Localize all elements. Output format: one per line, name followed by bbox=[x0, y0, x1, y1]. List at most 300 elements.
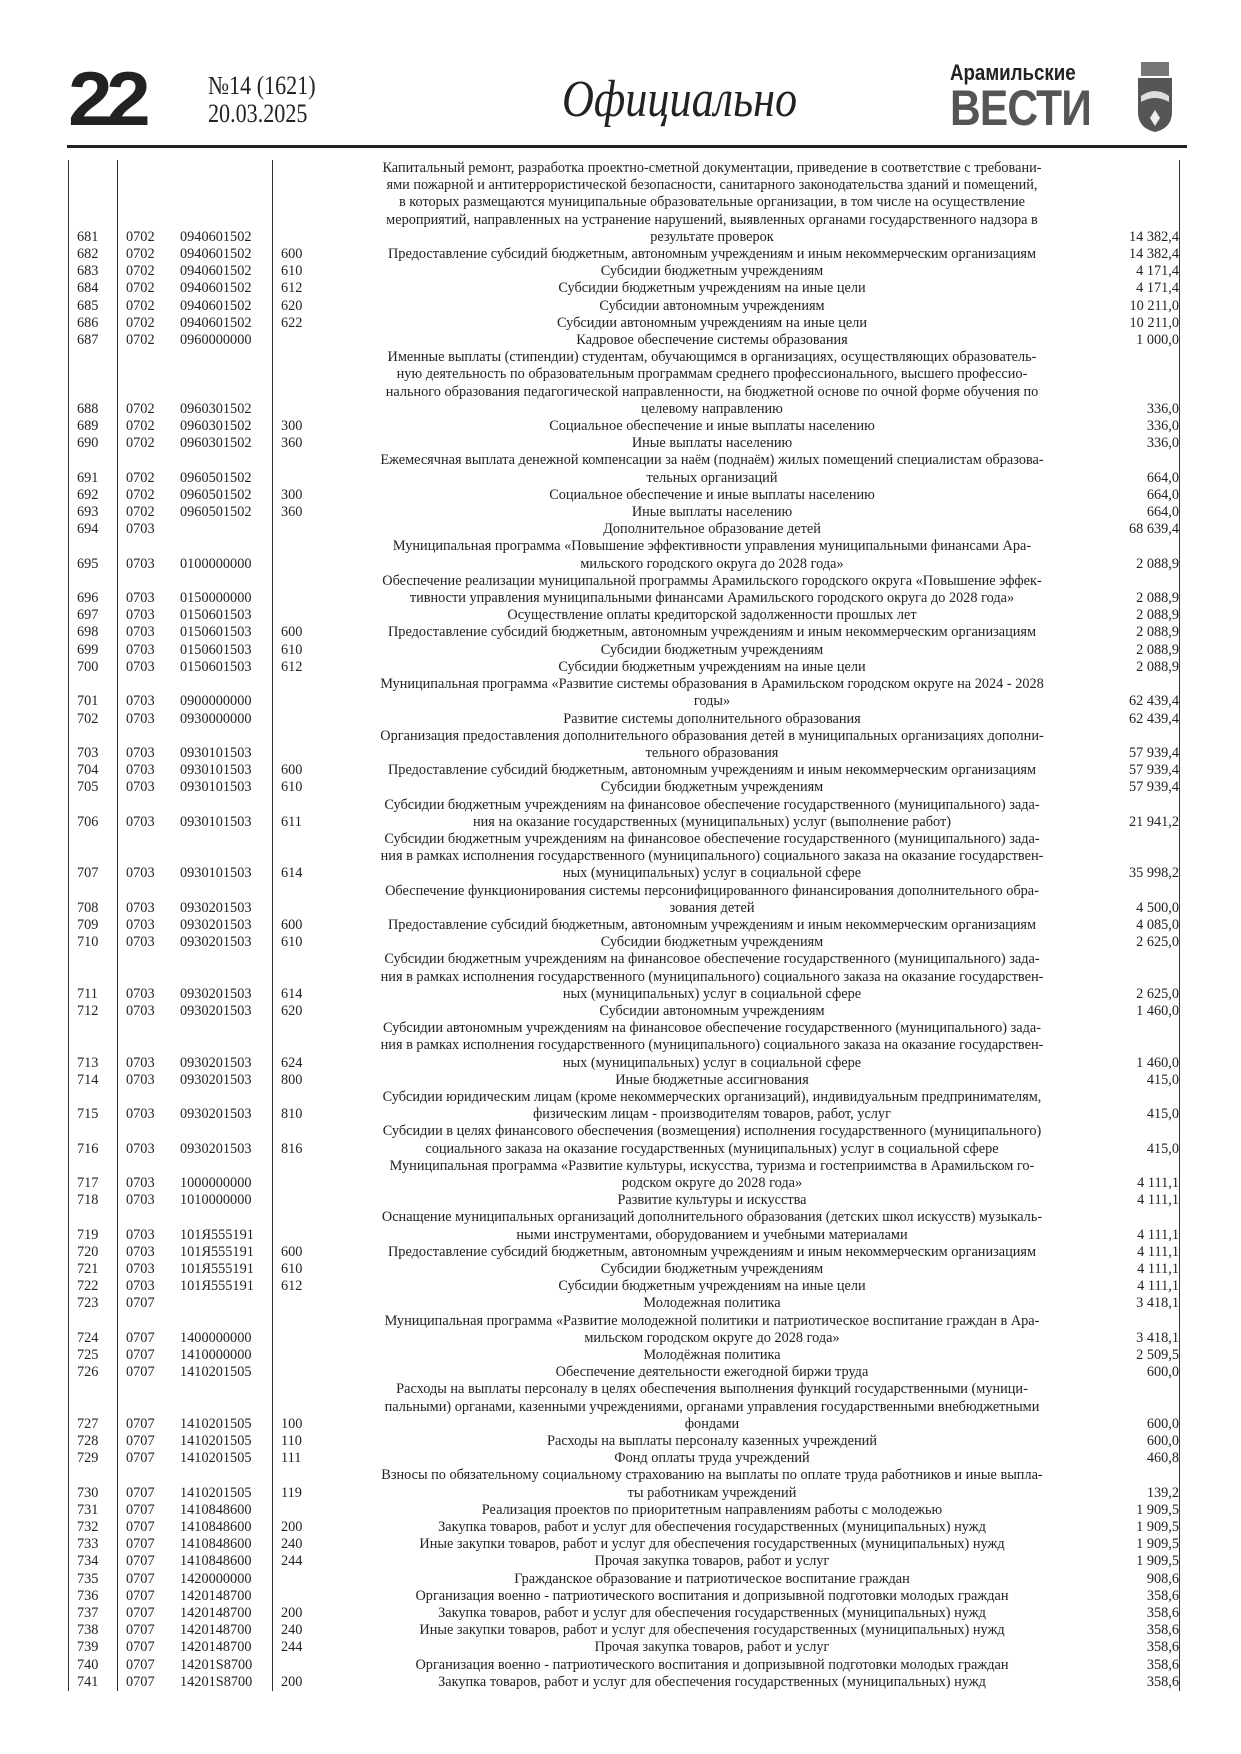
section-code: 0703 bbox=[126, 1278, 155, 1295]
row-amount: 4 111,1 bbox=[1109, 1158, 1180, 1192]
target-article-code: 0930101503 bbox=[180, 831, 273, 883]
row-description: Субсидии бюджетным учреждениям на финансовое обеспечение государственного (муниципального) зада- ния в рамках исполнения государственного (муниципального) социального заказа на оказание государствен- ных (муниципальных) услуг в социальной сфере bbox=[380, 830, 1044, 882]
row-description: Субсидии в целях финансового обеспечения (возмещения) исполнения государственного (муниципального) социального заказа на оказание государственных (муниципальных) услуг в социальной сфере bbox=[382, 1123, 1042, 1157]
expense-type-code: 200 bbox=[281, 1673, 303, 1690]
section-code: 0707 bbox=[126, 1415, 155, 1432]
section-code: 0703 bbox=[126, 985, 155, 1002]
table-row bbox=[69, 1020, 1180, 1072]
expense-type-code bbox=[273, 160, 316, 246]
row-amount: 358,6 bbox=[1109, 1588, 1180, 1605]
row-amount: 4 111,1 bbox=[1109, 1209, 1180, 1243]
table-row bbox=[69, 624, 1180, 641]
expense-type-code: 300 bbox=[281, 486, 303, 503]
target-article-code: 0150601503 bbox=[180, 642, 273, 659]
section-code: 0702 bbox=[126, 246, 155, 263]
row-description: Капитальный ремонт, разработка проектно-сметной документации, приведение в соответствие с требовани- ями пожарной и антитеррористической безопасности, санитарного законодательства зданий и помещений, в которых размещаются муниципальные образовательные организации, в том числе на осуществление мероприятий, направленных на устранение нарушений, выявленных органами государственного надзора в результате проверок bbox=[382, 160, 1042, 245]
expense-type-code bbox=[273, 1588, 316, 1605]
expense-type-code: 111 bbox=[281, 1450, 302, 1467]
table-row bbox=[69, 1364, 1180, 1381]
table-row bbox=[69, 934, 1180, 951]
section-code: 0702 bbox=[126, 280, 155, 297]
section-code: 0703 bbox=[126, 607, 155, 624]
row-description: Иные выплаты населению bbox=[631, 435, 793, 452]
issue-date: 20.03.2025 bbox=[208, 99, 308, 128]
target-article-code: 1420148700 bbox=[180, 1605, 273, 1622]
expense-type-code: 620 bbox=[281, 297, 303, 314]
newspaper-logo bbox=[950, 60, 1116, 136]
section-code: 0702 bbox=[126, 486, 155, 503]
section-code: 0703 bbox=[126, 1140, 155, 1157]
section-code: 0707 bbox=[126, 1536, 155, 1553]
row-amount: 57 939,4 bbox=[1109, 779, 1180, 796]
row-number: 723 bbox=[69, 1295, 118, 1312]
section-code: 0703 bbox=[126, 1002, 155, 1019]
row-description: Именные выплаты (стипендии) студентам, обучающимся в организациях, осуществляющих образователь- ную деятельность по образовательным программам среднего профессионального, высшего профессио- нального образования педагогической направленности, на бюджетной основе по очной форме обучения по целевому направлению bbox=[385, 349, 1039, 417]
table-row bbox=[69, 762, 1180, 779]
row-description: Муниципальная программа «Развитие культуры, искусства, туризма и гостеприимства в Арамильском го- родском округе до 2028 года» bbox=[389, 1157, 1035, 1191]
target-article-code: 0100000000 bbox=[180, 538, 273, 572]
section-code: 0702 bbox=[126, 418, 155, 435]
row-amount: 10 211,0 bbox=[1109, 298, 1180, 315]
row-description: Оснащение муниципальных организаций дополнительного образования (детских школ искусств) музыкаль- ными инструментами, оборудованием и учебными материалами bbox=[381, 1209, 1043, 1243]
row-amount: 4 171,4 bbox=[1109, 280, 1180, 297]
table-row bbox=[69, 246, 1180, 263]
section-code: 0703 bbox=[126, 916, 155, 933]
budget-table bbox=[68, 160, 1180, 1691]
target-article-code: 0940601502 bbox=[180, 160, 273, 246]
row-description: Субсидии бюджетным учреждениям bbox=[600, 779, 824, 796]
row-number: 682 bbox=[69, 246, 118, 263]
row-number: 710 bbox=[69, 934, 118, 951]
table-row bbox=[69, 607, 1180, 624]
expense-type-code: 360 bbox=[281, 435, 303, 452]
row-number: 711 bbox=[69, 951, 118, 1003]
header-rule bbox=[67, 145, 1187, 148]
row-description: Субсидии автономным учреждениям на финансовое обеспечение государственного (муниципального) зада- ния в рамках исполнения государственного (муниципального) социального заказа на оказание государствен- ных (муниципальных) услуг в социальной сфере bbox=[380, 1020, 1044, 1071]
row-amount: 358,6 bbox=[1109, 1674, 1180, 1691]
row-description: Кадровое обеспечение системы образования bbox=[576, 332, 848, 349]
row-amount: 336,0 bbox=[1109, 435, 1180, 452]
expense-type-code: 600 bbox=[281, 246, 303, 263]
section-code: 0703 bbox=[126, 590, 155, 607]
section-code: 0703 bbox=[126, 1106, 155, 1123]
expense-type-code bbox=[273, 349, 316, 418]
target-article-code: 1410848600 bbox=[180, 1536, 273, 1553]
section-code: 0703 bbox=[126, 1071, 155, 1088]
section-code: 0703 bbox=[126, 521, 155, 538]
row-amount: 57 939,4 bbox=[1109, 728, 1180, 762]
row-number: 721 bbox=[69, 1261, 118, 1278]
section-code: 0703 bbox=[126, 710, 155, 727]
target-article-code: 0960301502 bbox=[180, 349, 273, 418]
target-article-code: 1410201505 bbox=[180, 1433, 273, 1450]
expense-type-code: 240 bbox=[281, 1536, 303, 1553]
row-description: Закупка товаров, работ и услуг для обеспечения государственных (муниципальных) нужд bbox=[438, 1673, 986, 1690]
section-code: 0707 bbox=[126, 1639, 155, 1656]
expense-type-code: 200 bbox=[281, 1605, 303, 1622]
section-code: 0702 bbox=[126, 297, 155, 314]
row-amount: 14 382,4 bbox=[1109, 160, 1180, 246]
expense-type-code: 610 bbox=[281, 779, 303, 796]
table-row bbox=[69, 1605, 1180, 1622]
table-row bbox=[69, 1295, 1180, 1312]
row-description: Субсидии бюджетным учреждениям bbox=[600, 263, 824, 280]
row-number: 700 bbox=[69, 659, 118, 676]
table-row bbox=[69, 1519, 1180, 1536]
expense-type-code: 620 bbox=[281, 1002, 303, 1019]
section-code: 0703 bbox=[126, 1174, 155, 1191]
row-description: Фонд оплаты труда учреждений bbox=[614, 1450, 810, 1467]
row-amount: 2 088,9 bbox=[1109, 642, 1180, 659]
row-description: Развитие системы дополнительного образования bbox=[563, 710, 861, 727]
row-number: 734 bbox=[69, 1553, 118, 1570]
target-article-code: 1400000000 bbox=[180, 1313, 273, 1347]
table-row bbox=[69, 917, 1180, 934]
row-number: 720 bbox=[69, 1244, 118, 1261]
expense-type-code bbox=[273, 1657, 316, 1674]
table-row bbox=[69, 951, 1180, 1003]
table-row bbox=[69, 1209, 1180, 1243]
row-number: 728 bbox=[69, 1433, 118, 1450]
row-amount: 1 000,0 bbox=[1109, 332, 1180, 349]
expense-type-code bbox=[273, 1502, 316, 1519]
row-amount: 4 111,1 bbox=[1109, 1261, 1180, 1278]
row-description: Обеспечение функционирования системы персонифицированного финансирования дополнительного обра- зования детей bbox=[385, 882, 1039, 916]
row-number: 731 bbox=[69, 1502, 118, 1519]
target-article-code: 1410201505 bbox=[180, 1381, 273, 1433]
table-row bbox=[69, 435, 1180, 452]
expense-type-code bbox=[273, 728, 316, 762]
target-article-code: 101Я555191 bbox=[180, 1278, 273, 1295]
section-code: 0703 bbox=[126, 779, 155, 796]
expense-type-code bbox=[273, 1364, 316, 1381]
row-amount: 2 088,9 bbox=[1109, 624, 1180, 641]
row-amount: 68 639,4 bbox=[1109, 521, 1180, 538]
target-article-code bbox=[180, 1295, 273, 1312]
expense-type-code: 610 bbox=[281, 263, 303, 280]
row-description: Иные закупки товаров, работ и услуг для обеспечения государственных (муниципальных) нужд bbox=[419, 1536, 1005, 1553]
row-description: Осуществление оплаты кредиторской задолженности прошлых лет bbox=[507, 607, 917, 624]
section-code: 0707 bbox=[126, 1329, 155, 1346]
row-amount: 358,6 bbox=[1109, 1639, 1180, 1656]
row-amount: 664,0 bbox=[1109, 504, 1180, 521]
row-description: Организация предоставления дополнительного образования детей в муниципальных организациях дополни- тельного образования bbox=[380, 727, 1044, 761]
target-article-code: 0930201503 bbox=[180, 1072, 273, 1089]
row-amount: 1 909,5 bbox=[1109, 1536, 1180, 1553]
row-amount: 4 111,1 bbox=[1109, 1192, 1180, 1209]
section-code: 0707 bbox=[126, 1570, 155, 1587]
table-row bbox=[69, 1123, 1180, 1157]
section-code: 0707 bbox=[126, 1553, 155, 1570]
row-number: 692 bbox=[69, 487, 118, 504]
expense-type-code: 110 bbox=[281, 1433, 302, 1450]
row-amount: 21 941,2 bbox=[1109, 797, 1180, 831]
row-number: 736 bbox=[69, 1588, 118, 1605]
row-amount: 2 088,9 bbox=[1109, 659, 1180, 676]
row-amount: 415,0 bbox=[1109, 1123, 1180, 1157]
row-amount: 4 171,4 bbox=[1109, 263, 1180, 280]
expense-type-code bbox=[273, 521, 316, 538]
section-code: 0703 bbox=[126, 865, 155, 882]
row-number: 737 bbox=[69, 1605, 118, 1622]
section-code: 0707 bbox=[126, 1587, 155, 1604]
target-article-code: 0930201503 bbox=[180, 1003, 273, 1020]
row-description: Муниципальная программа «Развитие системы образования в Арамильском городском округе на 2024 - 2028 годы» bbox=[380, 676, 1044, 710]
table-row bbox=[69, 642, 1180, 659]
table-row bbox=[69, 1588, 1180, 1605]
expense-type-code: 810 bbox=[281, 1106, 303, 1123]
section-code: 0703 bbox=[126, 555, 155, 572]
row-number: 702 bbox=[69, 711, 118, 728]
row-amount: 2 509,5 bbox=[1109, 1347, 1180, 1364]
row-description: Субсидии бюджетным учреждениям на финансовое обеспечение государственного (муниципального) зада- ния на оказание государственных (муниципальных) услуг (выполнение работ) bbox=[384, 796, 1040, 830]
expense-type-code bbox=[273, 1209, 316, 1243]
expense-type-code: 612 bbox=[281, 280, 303, 297]
issue-info bbox=[208, 72, 316, 128]
section-code: 0703 bbox=[126, 1192, 155, 1209]
section-code: 0703 bbox=[126, 934, 155, 951]
target-article-code: 14201S8700 bbox=[180, 1657, 273, 1674]
row-amount: 139,2 bbox=[1109, 1467, 1180, 1501]
row-description: Субсидии бюджетным учреждениям на иные цели bbox=[558, 280, 866, 297]
row-description: Реализация проектов по приоритетным направлениям работы с молодежью bbox=[481, 1501, 943, 1518]
section-code: 0703 bbox=[126, 658, 155, 675]
section-title: Официально bbox=[562, 71, 798, 128]
target-article-code: 1410201505 bbox=[180, 1467, 273, 1501]
row-number: 689 bbox=[69, 418, 118, 435]
row-amount: 4 500,0 bbox=[1109, 883, 1180, 917]
row-amount: 1 460,0 bbox=[1109, 1020, 1180, 1072]
expense-type-code: 300 bbox=[281, 418, 303, 435]
expense-type-code: 624 bbox=[281, 1054, 303, 1071]
row-number: 687 bbox=[69, 332, 118, 349]
expense-type-code: 800 bbox=[281, 1071, 303, 1088]
row-amount: 14 382,4 bbox=[1109, 246, 1180, 263]
row-number: 716 bbox=[69, 1123, 118, 1157]
section-code: 0703 bbox=[126, 744, 155, 761]
expense-type-code bbox=[273, 676, 316, 710]
row-number: 726 bbox=[69, 1364, 118, 1381]
row-amount: 3 418,1 bbox=[1109, 1313, 1180, 1347]
issue-number: №14 (1621) bbox=[208, 71, 316, 100]
expense-type-code bbox=[273, 1571, 316, 1588]
row-description: Развитие культуры и искусства bbox=[617, 1192, 807, 1209]
row-description: Прочая закупка товаров, работ и услуг bbox=[594, 1553, 830, 1570]
table-row bbox=[69, 315, 1180, 332]
row-description: Иные выплаты населению bbox=[631, 504, 793, 521]
row-description: Субсидии бюджетным учреждениям bbox=[600, 934, 824, 951]
row-number: 707 bbox=[69, 831, 118, 883]
section-code: 0707 bbox=[126, 1656, 155, 1673]
expense-type-code: 600 bbox=[281, 624, 303, 641]
row-description: Субсидии бюджетным учреждениям на иные цели bbox=[558, 1278, 866, 1295]
table-row bbox=[69, 1553, 1180, 1570]
row-number: 684 bbox=[69, 280, 118, 297]
section-code: 0707 bbox=[126, 1347, 155, 1364]
section-code: 0702 bbox=[126, 435, 155, 452]
row-amount: 1 909,5 bbox=[1109, 1553, 1180, 1570]
expense-type-code: 614 bbox=[281, 985, 303, 1002]
row-description: Расходы на выплаты персоналу в целях обеспечения выполнения функций государственными (муници- пальными) органами, казенными учреждениями, органами управления государственными внебюджетными фондами bbox=[384, 1381, 1040, 1432]
section-code: 0703 bbox=[126, 1261, 155, 1277]
row-amount: 600,0 bbox=[1109, 1433, 1180, 1450]
row-amount: 664,0 bbox=[1109, 487, 1180, 504]
coat-of-arms-icon bbox=[1135, 60, 1175, 134]
row-amount: 10 211,0 bbox=[1109, 315, 1180, 332]
target-article-code: 0150601503 bbox=[180, 607, 273, 624]
table-row bbox=[69, 332, 1180, 349]
table-row bbox=[69, 573, 1180, 607]
table-row bbox=[69, 1244, 1180, 1261]
table-row bbox=[69, 728, 1180, 762]
row-number: 714 bbox=[69, 1072, 118, 1089]
row-number: 715 bbox=[69, 1089, 118, 1123]
table-row bbox=[69, 1003, 1180, 1020]
expense-type-code: 614 bbox=[281, 865, 303, 882]
target-article-code: 0960301502 bbox=[180, 418, 273, 435]
table-row bbox=[69, 1261, 1180, 1278]
row-description: Обеспечение реализации муниципальной программы Арамильского городского округа «Повышение эффек- тивности управления муниципальными финансами Арамильского городского округа до 2028 года» bbox=[382, 572, 1042, 607]
row-number: 730 bbox=[69, 1467, 118, 1501]
section-code: 0707 bbox=[126, 1295, 155, 1312]
table-row bbox=[69, 1433, 1180, 1450]
section-code: 0703 bbox=[126, 641, 155, 658]
table-row bbox=[69, 263, 1180, 280]
row-description: Закупка товаров, работ и услуг для обеспечения государственных (муниципальных) нужд bbox=[438, 1519, 986, 1536]
expense-type-code: 600 bbox=[281, 916, 303, 933]
row-description: Иные бюджетные ассигнования bbox=[615, 1071, 809, 1088]
row-number: 691 bbox=[69, 452, 118, 486]
row-amount: 415,0 bbox=[1109, 1089, 1180, 1123]
target-article-code: 0940601502 bbox=[180, 263, 273, 280]
row-number: 741 bbox=[69, 1674, 118, 1691]
table-row bbox=[69, 1158, 1180, 1192]
section-code: 0707 bbox=[126, 1501, 155, 1518]
table-row bbox=[69, 1639, 1180, 1656]
section-code: 0702 bbox=[126, 263, 155, 280]
row-amount: 2 625,0 bbox=[1109, 951, 1180, 1003]
row-amount: 62 439,4 bbox=[1109, 711, 1180, 728]
row-number: 705 bbox=[69, 779, 118, 796]
table-row bbox=[69, 1450, 1180, 1467]
section-code: 0703 bbox=[126, 899, 155, 916]
target-article-code bbox=[180, 521, 273, 538]
row-number: 740 bbox=[69, 1657, 118, 1674]
expense-type-code: 610 bbox=[281, 1261, 303, 1277]
target-article-code: 0930201503 bbox=[180, 917, 273, 934]
expense-type-code: 600 bbox=[281, 762, 303, 779]
row-amount: 1 460,0 bbox=[1109, 1003, 1180, 1020]
expense-type-code: 611 bbox=[281, 813, 302, 830]
target-article-code: 0960501502 bbox=[180, 452, 273, 486]
row-number: 683 bbox=[69, 263, 118, 280]
table-row bbox=[69, 452, 1180, 486]
expense-type-code: 610 bbox=[281, 934, 303, 951]
table-row bbox=[69, 1467, 1180, 1501]
target-article-code: 0930101503 bbox=[180, 762, 273, 779]
section-code: 0707 bbox=[126, 1364, 155, 1381]
target-article-code: 0930101503 bbox=[180, 779, 273, 796]
table-row bbox=[69, 160, 1180, 246]
table-row bbox=[69, 1192, 1180, 1209]
target-article-code: 1410848600 bbox=[180, 1519, 273, 1536]
row-number: 712 bbox=[69, 1003, 118, 1020]
row-amount: 358,6 bbox=[1109, 1622, 1180, 1639]
target-article-code: 0930201503 bbox=[180, 934, 273, 951]
expense-type-code: 240 bbox=[281, 1622, 303, 1639]
section-code: 0702 bbox=[126, 332, 155, 349]
row-description: Субсидии автономным учреждениям на иные цели bbox=[557, 314, 867, 331]
table-row bbox=[69, 418, 1180, 435]
row-number: 725 bbox=[69, 1347, 118, 1364]
section-code: 0702 bbox=[126, 228, 155, 245]
table-row bbox=[69, 711, 1180, 728]
row-amount: 908,6 bbox=[1109, 1571, 1180, 1588]
row-amount: 664,0 bbox=[1109, 452, 1180, 486]
expense-type-code bbox=[273, 883, 316, 917]
section-code: 0703 bbox=[126, 693, 155, 710]
table-row bbox=[69, 1278, 1180, 1295]
target-article-code: 0960501502 bbox=[180, 504, 273, 521]
row-amount: 336,0 bbox=[1109, 418, 1180, 435]
expense-type-code bbox=[273, 711, 316, 728]
table-row bbox=[69, 1622, 1180, 1639]
expense-type-code: 244 bbox=[281, 1553, 303, 1570]
row-description: Субсидии автономным учреждениям bbox=[599, 297, 825, 314]
expense-type-code bbox=[273, 538, 316, 572]
section-code: 0703 bbox=[126, 813, 155, 830]
row-description: Иные закупки товаров, работ и услуг для обеспечения государственных (муниципальных) нужд bbox=[419, 1622, 1005, 1639]
row-number: 733 bbox=[69, 1536, 118, 1553]
table-row bbox=[69, 1536, 1180, 1553]
row-number: 696 bbox=[69, 573, 118, 607]
section-code: 0703 bbox=[126, 624, 155, 641]
row-number: 694 bbox=[69, 521, 118, 538]
expense-type-code: 816 bbox=[281, 1140, 303, 1157]
row-description: Организация военно - патриотического воспитания и допризывной подготовки молодых граждан bbox=[415, 1656, 1009, 1673]
section-code: 0702 bbox=[126, 469, 155, 486]
expense-type-code: 200 bbox=[281, 1519, 303, 1536]
row-number: 727 bbox=[69, 1381, 118, 1433]
row-number: 693 bbox=[69, 504, 118, 521]
row-description: Организация военно - патриотического воспитания и допризывной подготовки молодых граждан bbox=[415, 1587, 1009, 1604]
row-description: Социальное обеспечение и иные выплаты населению bbox=[549, 418, 875, 435]
expense-type-code: 244 bbox=[281, 1639, 303, 1656]
target-article-code: 0960301502 bbox=[180, 435, 273, 452]
target-article-code: 1010000000 bbox=[180, 1192, 273, 1209]
target-article-code: 0930201503 bbox=[180, 1020, 273, 1072]
expense-type-code bbox=[273, 452, 316, 486]
expense-type-code: 119 bbox=[281, 1484, 302, 1501]
row-description: Прочая закупка товаров, работ и услуг bbox=[594, 1639, 830, 1656]
target-article-code: 1420148700 bbox=[180, 1639, 273, 1656]
row-amount: 2 088,9 bbox=[1109, 607, 1180, 624]
table-row bbox=[69, 1657, 1180, 1674]
table-row bbox=[69, 521, 1180, 538]
row-amount: 57 939,4 bbox=[1109, 762, 1180, 779]
target-article-code: 0150000000 bbox=[180, 573, 273, 607]
row-description: Молодежная политика bbox=[643, 1295, 781, 1312]
expense-type-code: 360 bbox=[281, 504, 303, 521]
row-number: 690 bbox=[69, 435, 118, 452]
row-description: Предоставление субсидий бюджетным, автономным учреждениям и иным некоммерческим организациям bbox=[387, 916, 1037, 933]
row-number: 698 bbox=[69, 624, 118, 641]
expense-type-code: 100 bbox=[281, 1415, 303, 1432]
row-number: 706 bbox=[69, 797, 118, 831]
row-number: 703 bbox=[69, 728, 118, 762]
expense-type-code: 622 bbox=[281, 314, 303, 331]
target-article-code: 0930101503 bbox=[180, 797, 273, 831]
